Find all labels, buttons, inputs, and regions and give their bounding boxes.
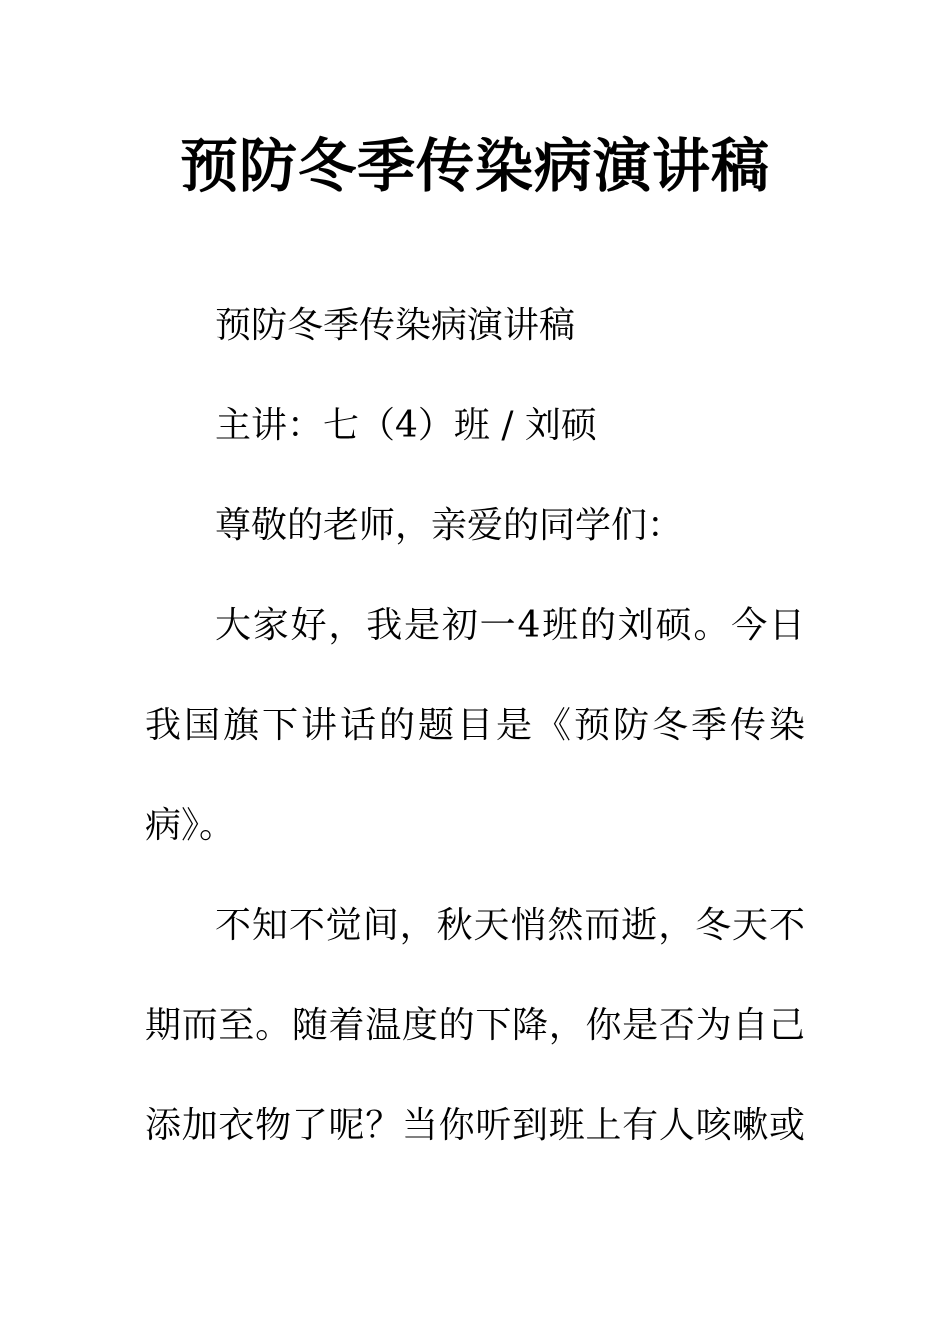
paragraph-2-line-3: 添加衣物了呢？当你听到班上有人咳嗽或 — [145, 1105, 805, 1146]
paragraph-1-line-1: 大家好，我是初一4班的刘硕。今日 — [215, 605, 805, 646]
greeting-line: 尊敬的老师，亲爱的同学们： — [215, 505, 684, 546]
paragraph-1-line-3: 病》。 — [145, 805, 236, 846]
paragraph-1-line-2: 我国旗下讲话的题目是《预防冬季传染 — [145, 705, 805, 746]
document-title: 预防冬季传染病演讲稿 — [179, 132, 770, 200]
paragraph-2-line-1: 不知不觉间，秋天悄然而逝，冬天不 — [215, 905, 805, 946]
paragraph-2-line-2: 期而至。随着温度的下降，你是否为自己 — [145, 1005, 805, 1046]
speaker-line: 主讲：七（4）班 / 刘硕 — [215, 405, 597, 446]
subtitle-line: 预防冬季传染病演讲稿 — [215, 305, 576, 346]
